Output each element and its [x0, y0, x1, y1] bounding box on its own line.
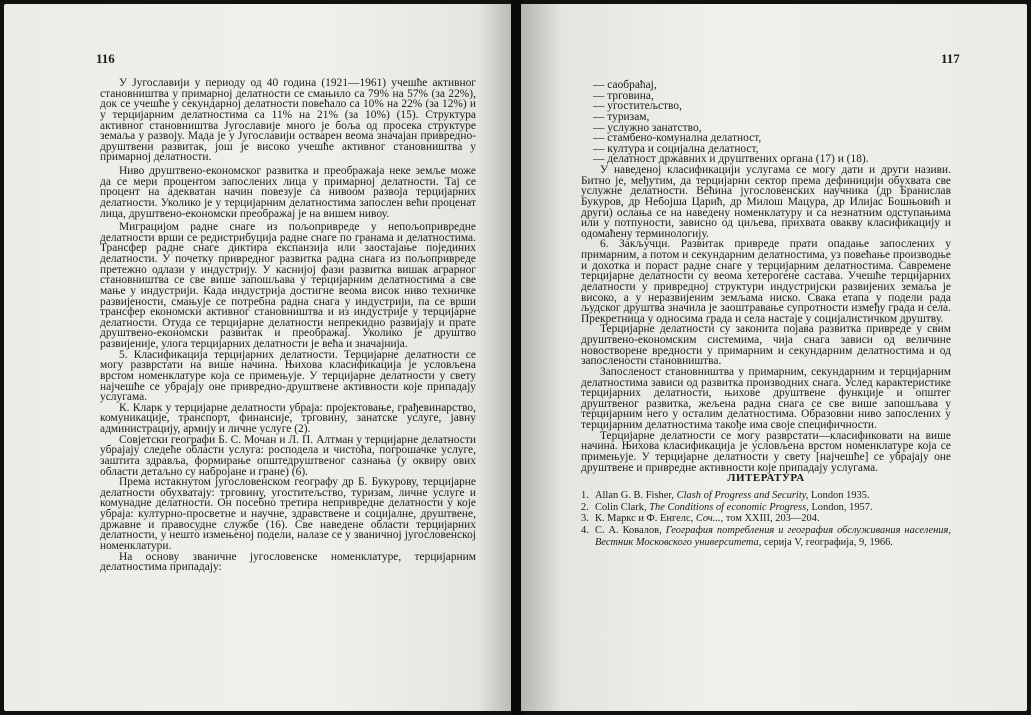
- reference-item: [581, 513, 951, 525]
- list-item: — угоститељство,: [593, 100, 682, 113]
- reference-item: [581, 502, 951, 514]
- paragraph: К. Кларк у терцијарне делатности убраја: пројектовање, грађевинарство, комуникације, транспорт, финансије, трговину, занатске услуге, јавну администрацију, армију и личне услуге (2).: [100, 401, 476, 435]
- paragraph: У Југославији у периоду од 40 година (1921—1961) учешће активног становништва у примарној делатности се смањило са 79% на 57% (за 22%), док се учешће у секундарној делатности повећало са 10% на 22% (за 12%) и у терцијарним делатностима са 11% на 21% (за 10%) (15). Структура активног становништва Југославије много је боља од просека структуре земаља у развоју. Мада је у Југославији остварен веома значајан привредно-друштвени развитак, још је високо учешће активног становништва у примарној делатности.: [100, 77, 476, 164]
- reference-title: Соч...,: [695, 513, 724, 525]
- reference-number: 4.: [581, 525, 589, 537]
- list-item: — саобраћај,: [593, 79, 657, 91]
- paragraph: На основу званичне југословенске номенклатуре, терцијарним делатностима припадају:: [100, 550, 476, 574]
- paragraph: Ниво друштвено-економског развитка и преображаја неке земље може да се мери процентом запослених лица у примарној делатности. Тај се процент на адекватан начин повезује са нивоом развоја терцијарних делатности. Уколико је у терцијарним делатностима запослен већи проценат лица, друштвено-економски преображај је на вишем нивоу.: [100, 165, 476, 220]
- paragraph: 5. Класификација терцијарних делатности. Терцијарне делатности се могу разврстати на више начина. Њихова класификација је условљена врстом номенклатуре која се примењује. У терцијарне делатности у свету најчешће се убрајају оне привредно-друштвене активности које припадају услугама.: [100, 348, 476, 404]
- list-item: — трговина,: [593, 89, 654, 102]
- reference-number: 2.: [581, 501, 589, 513]
- paragraph: Запосленост становништва у примарним, секундарним и терцијарним делатностима зависи од развитка производних снага. Услед карактеристике терцијарних делатности, њихове друштвене функције и општег друштвеног развитка, жељена радна снага се све више запошљава у терцијарним него у осталим делатностима. Образовни ниво запослених у терцијарним делатностима такође има своје специфичности.: [581, 365, 951, 431]
- list-item: — култура и социјална делатност,: [593, 142, 759, 155]
- reference-number: 3.: [581, 513, 589, 525]
- paragraph: Совјетски географи Б. С. Мочан и Л. П. Алтман у терцијарне делатности убрајају следеће области услуга: росподела и чистоћа, погрошачке услуге, заштита здравља, формирање општедруштвеног сазнања (у оквиру ових области детаљно су набројане и гране) (6).: [100, 433, 476, 478]
- right-page: [521, 4, 1027, 711]
- left-page-body: [100, 78, 476, 573]
- reference-details: London, 1957.: [811, 501, 873, 513]
- page-number: 117: [941, 51, 960, 66]
- paragraph: 6. Закључци. Развитак привреде прати опадање запослених у примарним, а потом и секундарним делатностима, уз повећање производње и дохотка и пораст радне снаге у терцијарним делатностима. Савремене терцијарне делатности су веома хетерогене састава. Учешће терцијарних делатности у привредној структури индустријски развијених земаља је високо, а у неразвијеним земљама ниско. Свака етапа у подели рада људског друштва значила је заоштравање супротности између града и села. Прекретница у односима града и села настаје у социјалистичком друштву.: [581, 238, 951, 325]
- reference-item: [581, 490, 951, 502]
- list-item: — услужно занатство,: [593, 121, 702, 134]
- reference-title: Clash of Progress and Security,: [676, 489, 809, 501]
- reference-author: К. Маркс и Ф. Енгелс,: [595, 513, 694, 525]
- reference-author: Colin Clark,: [595, 501, 647, 513]
- reference-details: том XXIII, 203—204.: [725, 513, 820, 525]
- left-page: [4, 4, 513, 711]
- reference-details: London 1935.: [811, 489, 870, 501]
- page-number: 116: [96, 51, 115, 66]
- reference-author: С. А. Ковалов,: [595, 525, 662, 537]
- literature-heading: ЛИТЕРАТУРА: [727, 472, 805, 485]
- paragraph: Терцијарне делатности су законита појава развитка привреде у свим друштвено-економским системима, чија снага зависи од величине новостворене вредности у примарним и секундарним делатностима и од запослености становништва.: [581, 323, 951, 368]
- paragraph: Миграцијом радне снаге из пољопривреде у непољопривредне делатности врши се редистрибуција радне снаге по гранама и делатностима. Трансфер радне снаге диктира експанзија или заостајање појединих делатности. У почетку привредног развитка радна снага из пољопривреде претежно одлази у индустрију. У каснијој фази развитка вишак аграрног становништва се све више запошљава у терцијарним делатностима а све мање у индустрији. Када индустрија достигне веома висок ниво техничке развијености, смањује се потребна радна снага у индустрији, па се врши трансфер економски активног становништва и из индустрије у терцијарне делатности. Отуда се терцијарне делатности непрекидно развијају и прате друштвено-економски развитак и преображај. Уколико је друштво развијеније, улога терцијарних делатности је већа и значајнија.: [100, 221, 476, 350]
- reference-list: [581, 490, 951, 549]
- reference-title: The Conditions of economic Progress,: [649, 501, 809, 513]
- reference-item: [581, 525, 951, 549]
- paragraph: У наведеној класификацији услугама се могу дати и други називи. Битно је, међутим, да терцијарни сектор према дефиницији обухвата све услужне делатности. Већина југословенских научника (др Бранислав Букуров, др Небојша Царић, др Милош Мацура, др Илијас Бошњовић и други) ослања се на наведену номенклатуру и са незнатним одступањима или у потпуности, зависно од циљева, прихвата овакву класификацију и одомаћену терминологију.: [581, 164, 951, 240]
- paragraph: Терцијарне делатности се могу разврстати—класификовати на више начина. Њихова класификација је условљена врстом номенклатуре која се примењује. У терцијарне делатности у свету [најчешће] се убрајају оне друштвене и привредне активности које припадају услугама.: [581, 429, 951, 474]
- list-item: — стамбено-комунална делатност,: [593, 132, 762, 145]
- reference-title: География потребления и география обслуживания населения, Вестник Московского университета,: [595, 525, 951, 548]
- reference-author: Allan G. B. Fisher,: [595, 489, 675, 501]
- list-item: — туризам,: [593, 110, 650, 123]
- paragraph: Према истакнутом југословенском географу др Б. Букурову, терцијарне делатности обухватају: трговину, угоститељство, туризам, личне услуге и комунадне делатности. Он посебно третира непривредне делатности у које убраја: културно-просветне и научне, здравствене и социјалне, друштвене, државне и правосудне службе (16). Све наведене области терцијарних делатности, у нешто измењеној подели, налазе се у званичној југословенској номенклатури.: [100, 476, 476, 552]
- list-item: — делатност државних и друштвених органа (17) и (18).: [593, 153, 869, 166]
- reference-details: серија V, географија, 9, 1966.: [764, 536, 893, 548]
- reference-number: 1.: [581, 489, 589, 501]
- right-page-body: [581, 80, 951, 549]
